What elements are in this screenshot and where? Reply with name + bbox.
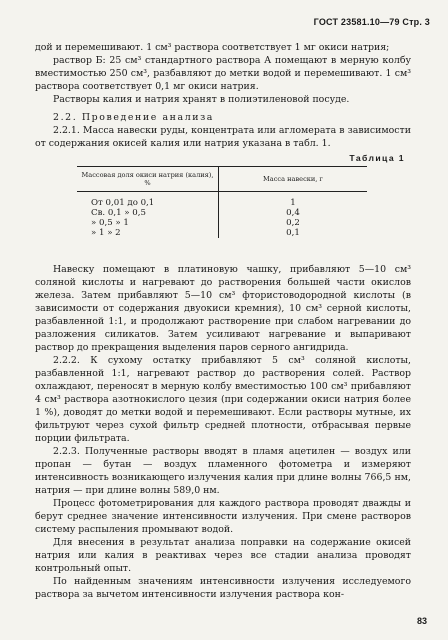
text-block-top xyxy=(35,41,411,106)
table-row xyxy=(77,192,367,209)
table-cell-range: От 0,01 до 0,1 xyxy=(77,192,219,209)
table-header-share: Массовая доля окиси натрия (калия), % xyxy=(77,167,219,192)
table-cell-mass: 0,1 xyxy=(286,228,300,238)
table-1 xyxy=(77,166,367,238)
text-block-main xyxy=(35,263,411,601)
table-cell-range: » 1 » 2 xyxy=(77,228,219,238)
paragraph-2-2-1: 2.2.1. Масса навески руды, концентрата или агломерата в зависимости от содержания окисей калия или натрия указана в табл. 1. xyxy=(35,125,411,149)
section-block xyxy=(35,111,411,165)
table-cell-range: Св. 0,1 » 0,5 xyxy=(77,208,219,218)
paragraph-top-1: дой и перемешивают. 1 см³ раствора соответствует 1 мг окиси натрия; xyxy=(35,42,390,53)
page-number: 83 xyxy=(416,616,427,626)
paragraph-4: Процесс фотометрирования для каждого раствора проводят дважды и берут среднее значение интенсивности излучения. При смене растворов систему распыления промывают водой. xyxy=(35,498,411,535)
table-caption: Таблица 1 xyxy=(349,153,405,163)
paragraph-1: Навеску помещают в платиновую чашку, прибавляют 5—10 см³ соляной кислоты и нагревают до растворения большей части окислов железа. Затем прибавляют 5—10 см³ фтористоводородной кислоты (в зависимости от содержания двуокиси кремния), 10 см³ серной кислоты, разбавленной 1:1, и продолжают растворение при слабом нагревании до разложения силикатов. Затем усиливают нагревание и выпаривают раствор до прекращения выделения паров серного ангидрида. xyxy=(35,264,411,353)
paragraph-top-3: Растворы калия и натрия хранят в полиэтиленовой посуде. xyxy=(53,94,350,105)
table-cell-mass: 0,4 xyxy=(286,208,300,218)
table-cell-mass: 0,2 xyxy=(286,218,300,228)
paragraph-3: 2.2.3. Полученные растворы вводят в пламя ацетилен — воздух или пропан — бутан — воздух пламенного фотометра и измеряют интенсивность возникающего излучения калия при длине волны 766,5 нм, натрия — при длине волны 589,0 нм. xyxy=(35,446,411,496)
page-header: ГОСТ 23581.10—79 Стр. 3 xyxy=(313,17,430,27)
table-row xyxy=(77,218,367,228)
paragraph-6: По найденным значениям интенсивности излучения исследуемого раствора за вычетом интенсивности излучения раствора кон- xyxy=(35,576,411,600)
table-header-mass: Масса навески, г xyxy=(219,167,368,192)
table-cell-range: » 0,5 » 1 xyxy=(77,218,219,228)
paragraph-5: Для внесения в результат анализа поправки на содержание окисей натрия или калия в реактивах через все стадии анализа проводят контрольный опыт. xyxy=(35,537,411,574)
paragraph-2: 2.2.2. К сухому остатку прибавляют 5 см³ соляной кислоты, разбавленной 1:1, нагревают раствор до растворения солей. Раствор охлаждают, переносят в мерную колбу вместимостью 100 см³ прибавляют 4 см³ раствора азотнокислого цезия (при содержании окиси натрия более 1 %), доводят до метки водой и перемешивают. Если растворы мутные, их фильтруют через сухой фильтр средней плотности, отбрасывая первые порции фильтрата. xyxy=(35,355,411,444)
table-row xyxy=(77,208,367,218)
table-row xyxy=(77,228,367,238)
section-title: 2.2. Проведение анализа xyxy=(53,112,214,123)
paragraph-top-2: раствор Б: 25 см³ стандартного раствора А помещают в мерную колбу вместимостью 250 см³, разбавляют до метки водой и перемешивают. 1 см³ раствора соответствует 0,1 мг окиси натрия. xyxy=(35,55,411,92)
table-cell-mass: 1 xyxy=(290,198,296,208)
